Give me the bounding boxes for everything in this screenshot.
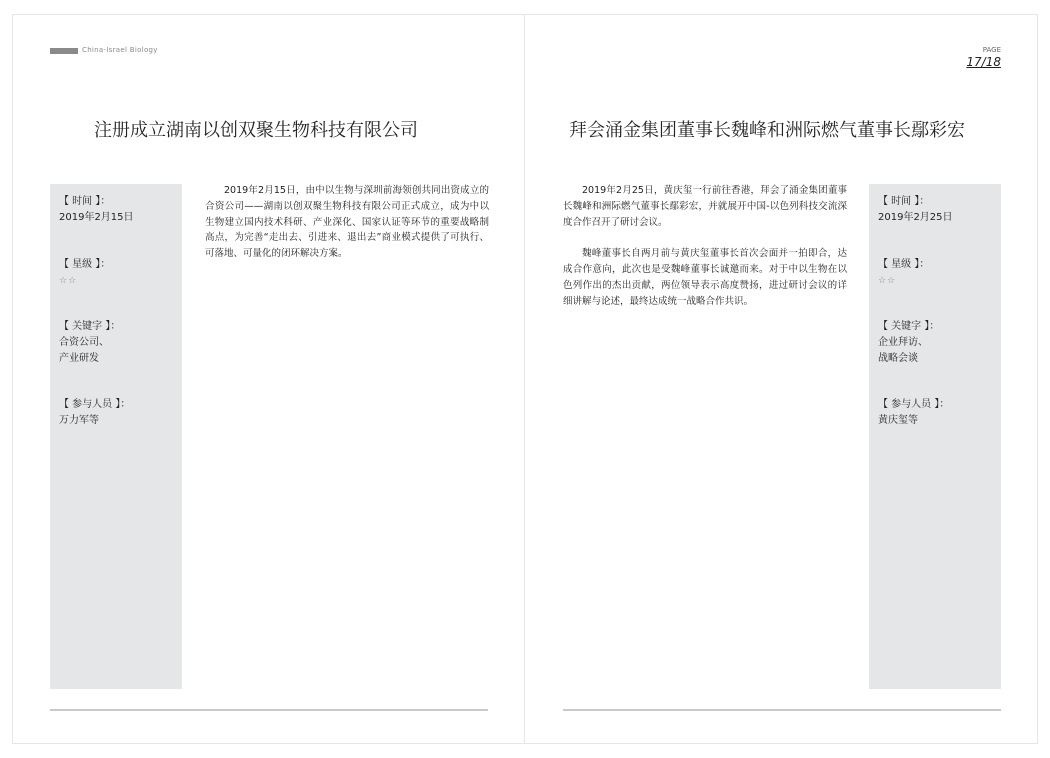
meta-people	[59, 397, 130, 429]
meta-time	[878, 194, 953, 226]
right-footer-rule	[563, 709, 1001, 711]
page-fold-divider	[524, 14, 525, 744]
star-rating-icon: ☆☆	[878, 276, 897, 286]
meta-time-value: 2019年2月15日	[59, 212, 134, 223]
left-article-body	[205, 183, 489, 278]
meta-keywords-label: 【 关键字 】：	[878, 321, 940, 332]
meta-keywords-label: 【 关键字 】：	[59, 321, 121, 332]
meta-people-value: 万力军等	[59, 415, 99, 426]
right-paragraph-1: 2019年2月25日，黄庆玺一行前往香港，拜会了涌金集团董事长魏峰和洲际燃气董事长鄢彩宏，并就展开中国-以色列科技交流深度合作召开了研讨会议。	[563, 185, 847, 228]
left-meta-sidebar	[50, 184, 182, 689]
meta-keywords	[878, 319, 939, 367]
meta-time-label: 【 时间 】：	[59, 196, 111, 207]
right-meta-sidebar	[869, 184, 1001, 689]
star-rating-icon: ☆☆	[59, 276, 78, 286]
left-paragraph-1: 2019年2月15日，由中以生物与深圳前海领创共同出资成立的合资公司——湖南以创双聚生物科技有限公司正式成立，成为中以生物建立国内技术科研、产业深化、国家认证等环节的重要战略制高点，为完善“走出去、引进来、退出去”商业模式提供了可执行、可落地、可量化的闭环解决方案。	[205, 185, 489, 260]
page-label: PAGE	[982, 46, 1001, 54]
meta-people-label: 【 参与人员 】：	[878, 399, 950, 410]
meta-stars-label: 【 星级 】：	[59, 259, 111, 270]
right-paragraph-2: 魏峰董事长自两月前与黄庆玺董事长首次会面并一拍即合，达成合作意向，此次也是受魏峰董事长诚邀而来。对于中以生物在以色列作出的杰出贡献，两位领导表示高度赞扬，进过研讨会议的详细讲解与论述，最终达成统一战略合作共识。	[563, 248, 847, 307]
brand-text: China-Israel Biology	[82, 46, 158, 54]
left-footer-rule	[50, 709, 488, 711]
meta-keyword-1: 合资公司、	[59, 337, 109, 348]
meta-keyword-2: 战略会谈	[878, 353, 918, 364]
meta-time-value: 2019年2月25日	[878, 212, 953, 223]
left-page-title: 注册成立湖南以创双聚生物科技有限公司	[94, 120, 418, 141]
right-article-body	[563, 183, 847, 326]
meta-time-label: 【 时间 】：	[878, 196, 930, 207]
brand-bar-mark	[50, 48, 78, 54]
meta-people	[878, 397, 949, 429]
meta-keywords	[59, 319, 120, 367]
meta-stars	[59, 257, 110, 289]
meta-people-label: 【 参与人员 】：	[59, 399, 131, 410]
meta-people-value: 黄庆玺等	[878, 415, 918, 426]
meta-time	[59, 194, 134, 226]
right-page-title: 拜会涌金集团董事长魏峰和洲际燃气董事长鄢彩宏	[569, 120, 965, 141]
meta-keyword-2: 产业研发	[59, 353, 99, 364]
page-number: 17/18	[966, 55, 1001, 69]
meta-keyword-1: 企业拜访、	[878, 337, 928, 348]
meta-stars	[878, 257, 929, 289]
meta-stars-label: 【 星级 】：	[878, 259, 930, 270]
